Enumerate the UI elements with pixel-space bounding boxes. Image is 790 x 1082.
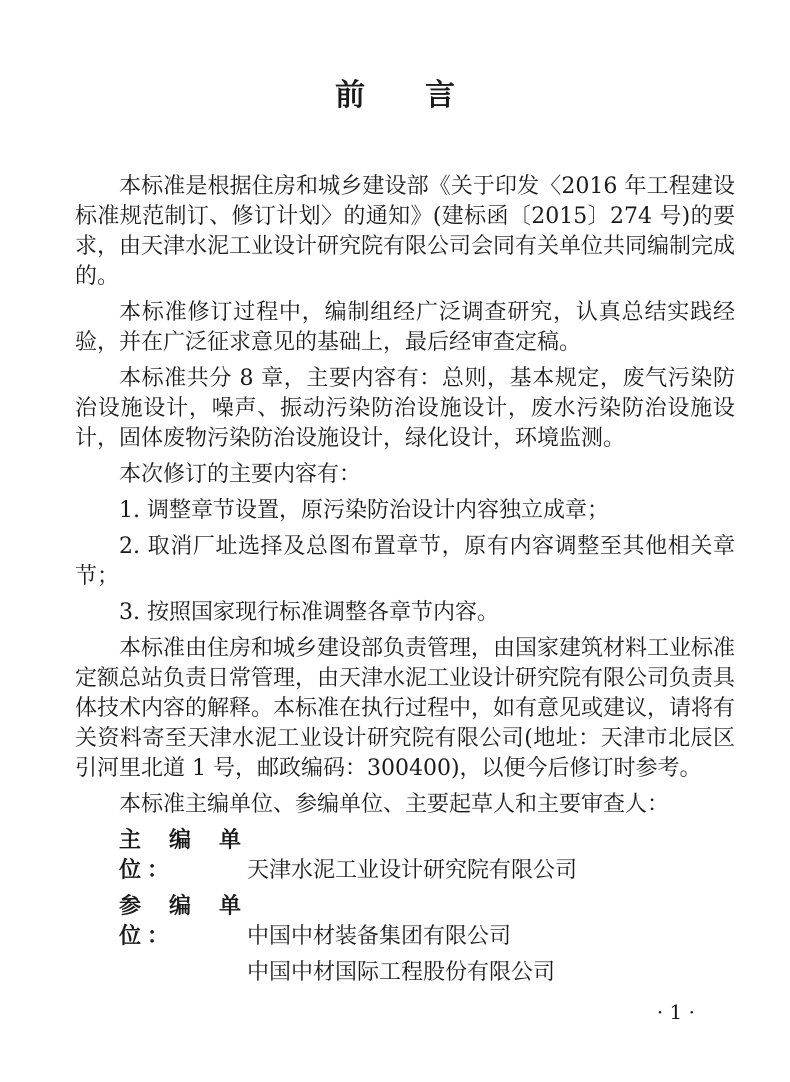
paragraph-units-intro: 本标准主编单位、参编单位、主要起草人和主要审查人：	[119, 792, 670, 817]
participating-unit-label: 参 编 单 位：	[119, 894, 247, 949]
revision-item-2: 2. 取消厂址选择及总图布置章节，原有内容调整至其他相关章节；	[75, 534, 735, 589]
page-number: · 1 ·	[656, 1000, 695, 1024]
title-char-1: 前	[335, 78, 365, 113]
chief-unit-row	[75, 826, 735, 886]
page-title	[0, 70, 790, 114]
chief-unit-value: 天津水泥工业设计研究院有限公司	[247, 858, 578, 883]
title-char-2: 言	[425, 78, 455, 113]
chief-unit-label: 主 编 单 位：	[119, 828, 247, 883]
paragraph-contents: 本标准共分 8 章，主要内容有：总则，基本规定，废气污染防治设施设计，噪声、振动污染防治设施设计，废水污染防治设施设计，固体废物污染防治设施设计，绿化设计，环境监测。	[75, 366, 735, 451]
paragraph-process: 本标准修订过程中，编制组经广泛调查研究，认真总结实践经验，并在广泛征求意见的基础上，最后经审查定稿。	[75, 300, 735, 355]
participating-unit-row	[75, 892, 735, 952]
participating-unit-value: 中国中材装备集团有限公司	[247, 924, 512, 949]
revision-item-1: 1. 调整章节设置，原污染防治设计内容独立成章；	[119, 498, 609, 523]
paragraph-management: 本标准由住房和城乡建设部负责管理，由国家建筑材料工业标准定额总站负责日常管理，由天津水泥工业设计研究院有限公司负责具体技术内容的解释。本标准在执行过程中，如有意见或建议，请将有关资料寄至天津水泥工业设计研究院有限公司(地址：天津市北辰区引河里北道 1 号，邮政编码：300400)，以便今后修订时参考。	[75, 636, 736, 781]
participating-unit-extra: 中国中材国际工程股份有限公司	[247, 960, 556, 985]
paragraph-basis: 本标准是根据住房和城乡建设部《关于印发〈2016 年工程建设标准规范制订、修订计划〉的通知》(建标函〔2015〕274 号)的要求，由天津水泥工业设计研究院有限公司会同有关单位共同编制完成的。	[75, 174, 736, 289]
revision-item-3: 3. 按照国家现行标准调整各章节内容。	[119, 600, 499, 625]
document-body	[75, 172, 735, 988]
paragraph-revision-intro: 本次修订的主要内容有：	[119, 462, 362, 487]
